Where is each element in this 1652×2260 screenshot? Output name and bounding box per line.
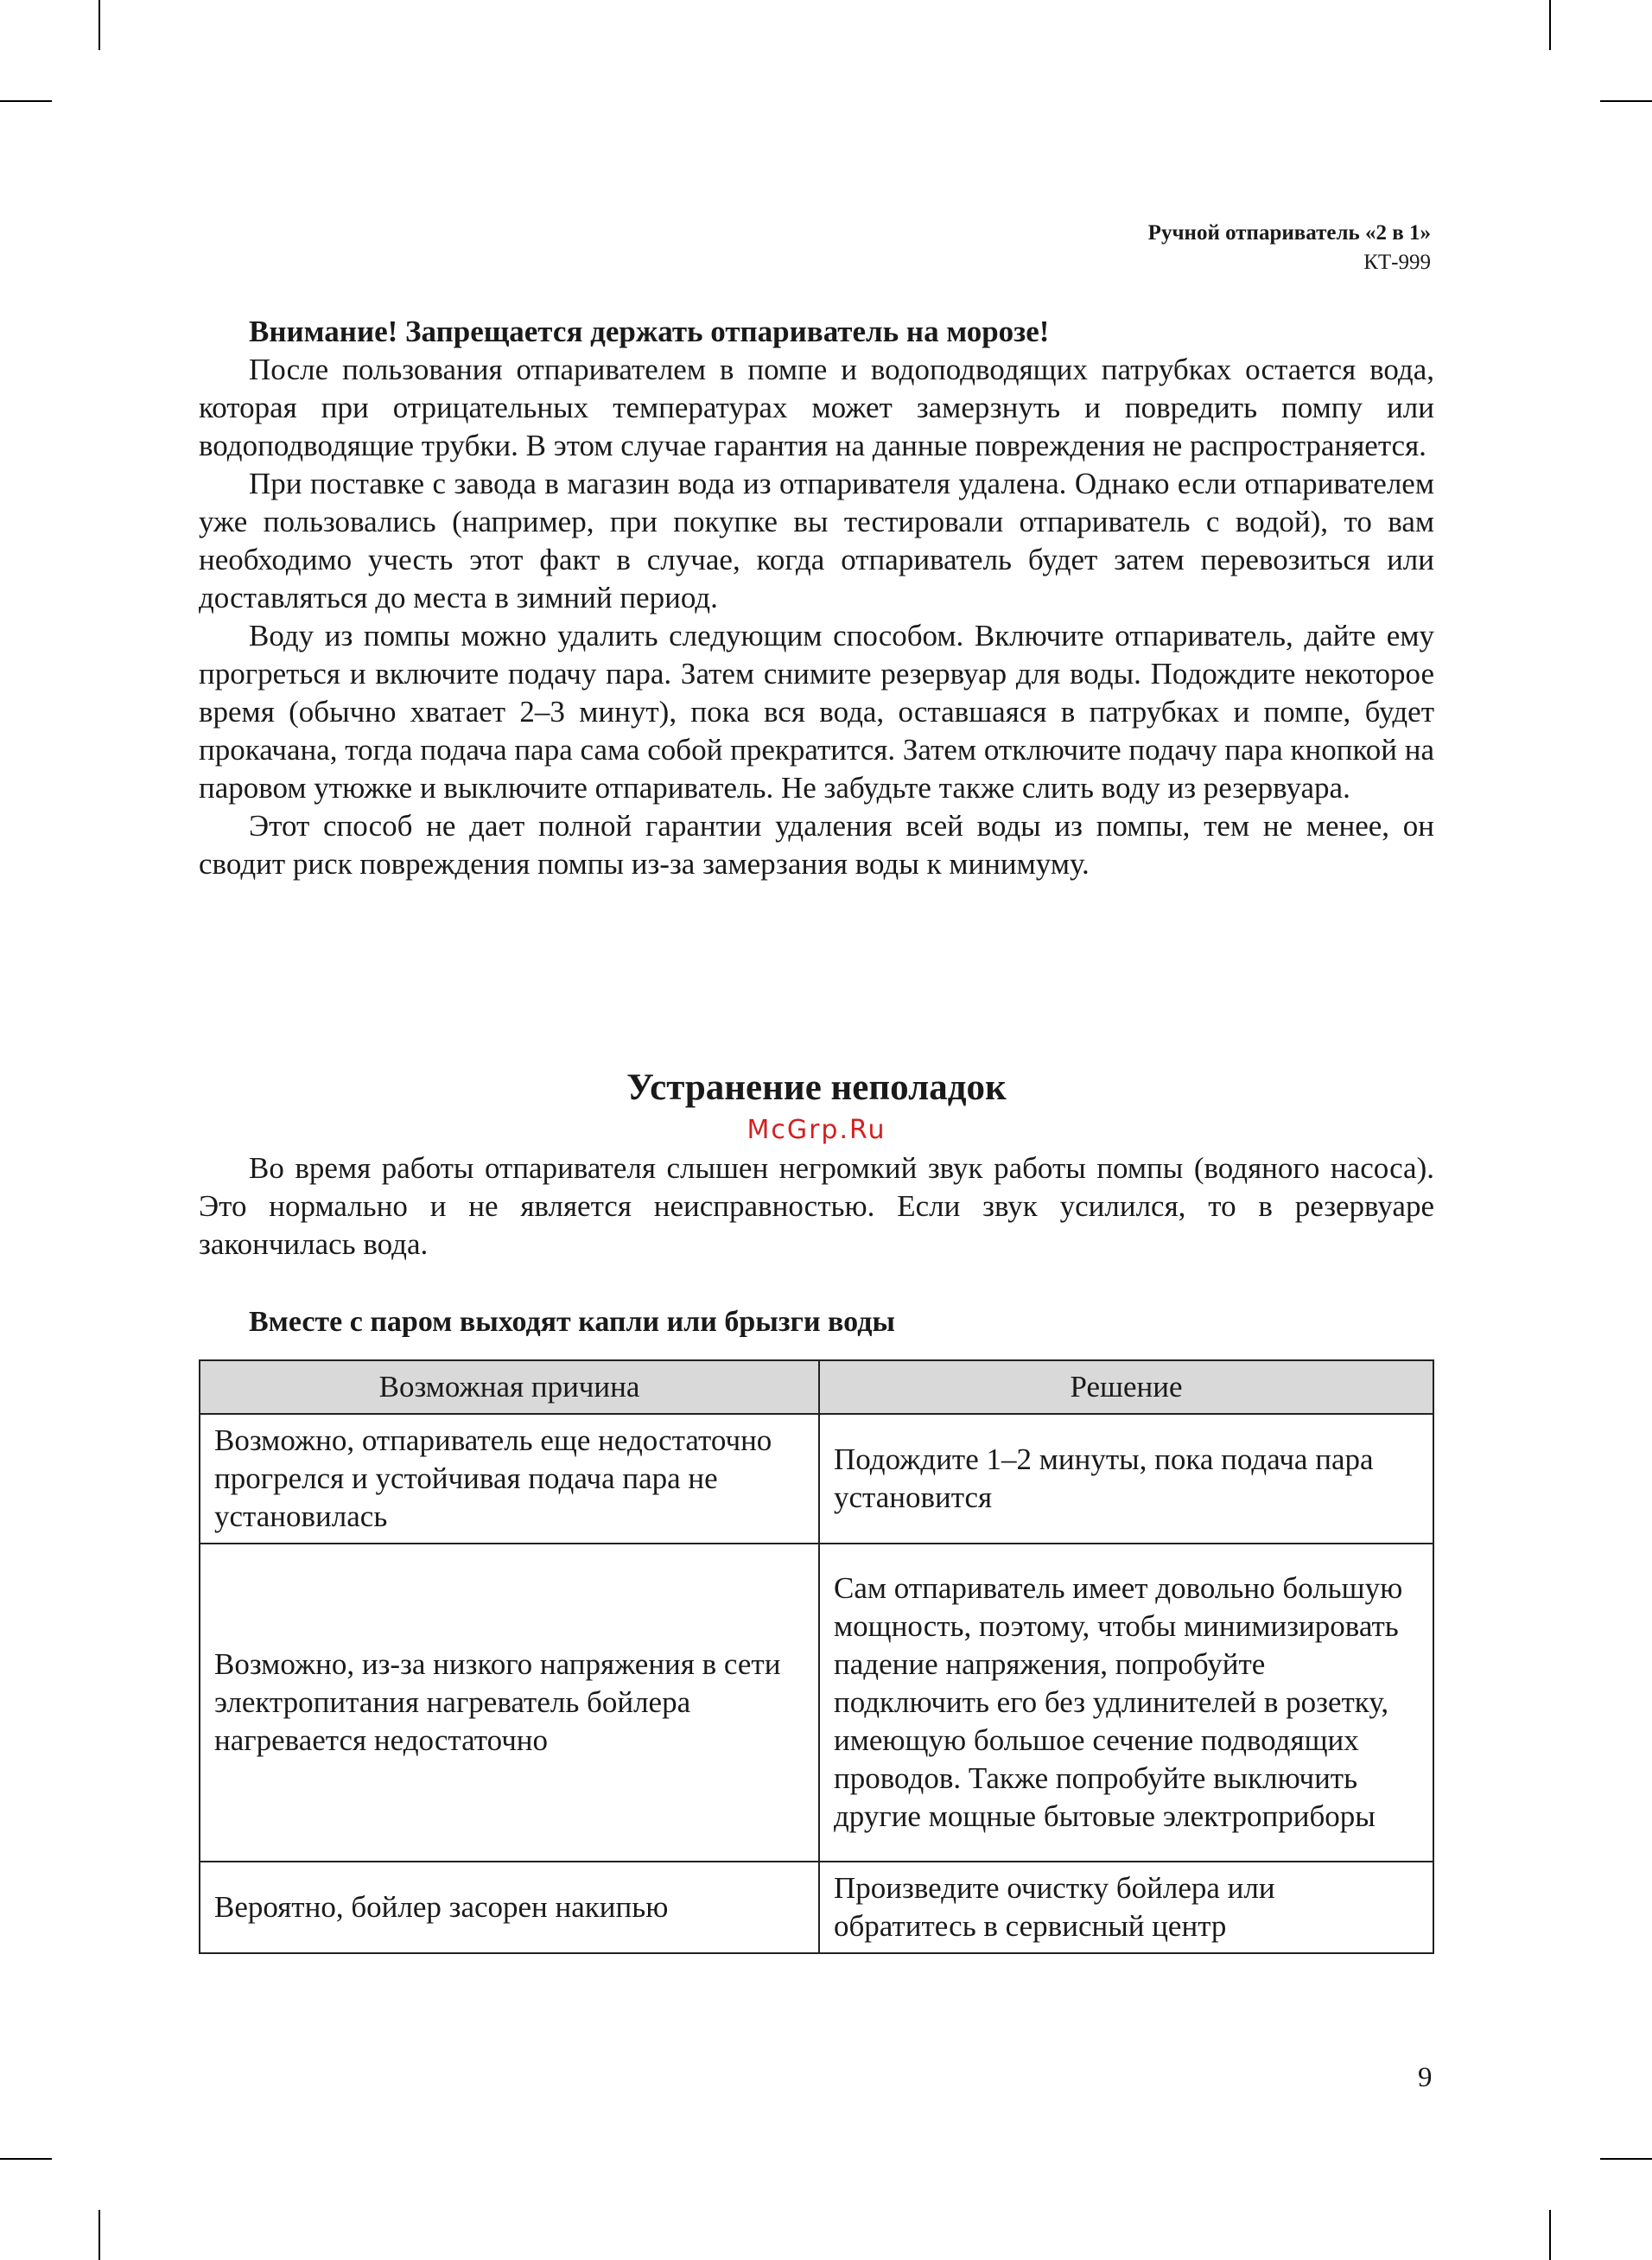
product-model: КТ-999 bbox=[1363, 251, 1431, 274]
table-row bbox=[200, 1414, 1433, 1544]
section-heading: Устранение неполадок bbox=[626, 1067, 1007, 1108]
table-row bbox=[200, 1544, 1433, 1862]
table-header-row bbox=[200, 1360, 1433, 1414]
warning-section bbox=[199, 313, 1434, 883]
warning-paragraph: При поставке с завода в магазин вода из отпаривателя удалена. Однако если отпаривателем уже пользовались (например, при покупке вы тестировали отпариватель с водой), то вам необходимо учесть этот факт в случае, когда отпариватель будет затем перевозиться или доставляться до места в зимний период. bbox=[199, 467, 1434, 614]
crop-mark bbox=[1600, 2158, 1652, 2160]
table-row bbox=[200, 1862, 1433, 1953]
cause-cell: Возможно, из-за низкого напряжения в сети электропитания нагреватель бойлера нагревается недостаточно bbox=[200, 1544, 819, 1862]
warning-heading: Внимание! Запрещается держать отпариватель на морозе! bbox=[249, 315, 1050, 348]
crop-mark bbox=[1600, 100, 1652, 102]
page-number: 9 bbox=[1418, 2062, 1433, 2093]
warning-paragraph: Воду из помпы можно удалить следующим способом. Включите отпариватель, дайте ему прогреться и включите подачу пара. Затем снимите резервуар для воды. Подождите некоторое время (обычно хватает 2–3 минут), пока вся вода, оставшаяся в патрубках и помпе, будет прокачана, тогда подача пара сама собой прекратится. Затем отключите подачу пара кнопкой на паровом утюжке и выключите отпариватель. Не забудьте также слить воду из резервуара. bbox=[199, 619, 1434, 805]
intro-text bbox=[199, 1149, 1434, 1264]
solution-cell: Сам отпариватель имеет довольно большую мощность, поэтому, чтобы минимизировать падение напряжения, попробуйте подключить его без удлинителей в розетку, имеющую большое сечение подводящих проводов. Также попробуйте выключить другие мощные бытовые электроприборы bbox=[819, 1544, 1433, 1862]
troubleshooting-table bbox=[199, 1359, 1434, 1954]
cause-cell: Вероятно, бойлер засорен накипью bbox=[200, 1862, 819, 1953]
crop-mark bbox=[98, 2210, 100, 2260]
crop-mark bbox=[0, 100, 52, 102]
warning-paragraph: После пользования отпаривателем в помпе и водоподводящих патрубках остается вода, которая при отрицательных температурах может замерзнуть и повредить помпу или водоподводящие трубки. В этом случае гарантия на данные повреждения не распространяется. bbox=[199, 353, 1434, 462]
crop-mark bbox=[0, 2158, 52, 2160]
running-header bbox=[1148, 219, 1431, 277]
cause-cell: Возможно, отпариватель еще недостаточно прогрелся и устойчивая подача пара не установилась bbox=[200, 1414, 819, 1544]
crop-mark bbox=[1549, 2210, 1551, 2260]
intro-paragraph: Во время работы отпаривателя слышен негромкий звук работы помпы (водяного насоса). Это нормально и не является неисправностью. Если звук усилился, то в резервуаре закончилась вода. bbox=[199, 1151, 1434, 1261]
solution-cell: Подождите 1–2 минуты, пока подача пара установится bbox=[819, 1414, 1433, 1544]
warning-paragraph: Этот способ не дает полной гарантии удаления всей воды из помпы, тем не менее, он сводит риск повреждения помпы из-за замерзания воды к минимуму. bbox=[199, 809, 1434, 881]
header-cause: Возможная причина bbox=[200, 1360, 819, 1414]
watermark-link[interactable]: McGrp.Ru bbox=[747, 1115, 886, 1145]
solution-cell: Произведите очистку бойлера или обратитесь в сервисный центр bbox=[819, 1862, 1433, 1953]
crop-mark bbox=[1549, 0, 1551, 50]
crop-mark bbox=[98, 0, 100, 50]
problem-subheading: Вместе с паром выходят капли или брызги воды bbox=[249, 1306, 895, 1338]
product-title: Ручной отпариватель «2 в 1» bbox=[1147, 221, 1431, 245]
header-solution: Решение bbox=[819, 1360, 1433, 1414]
